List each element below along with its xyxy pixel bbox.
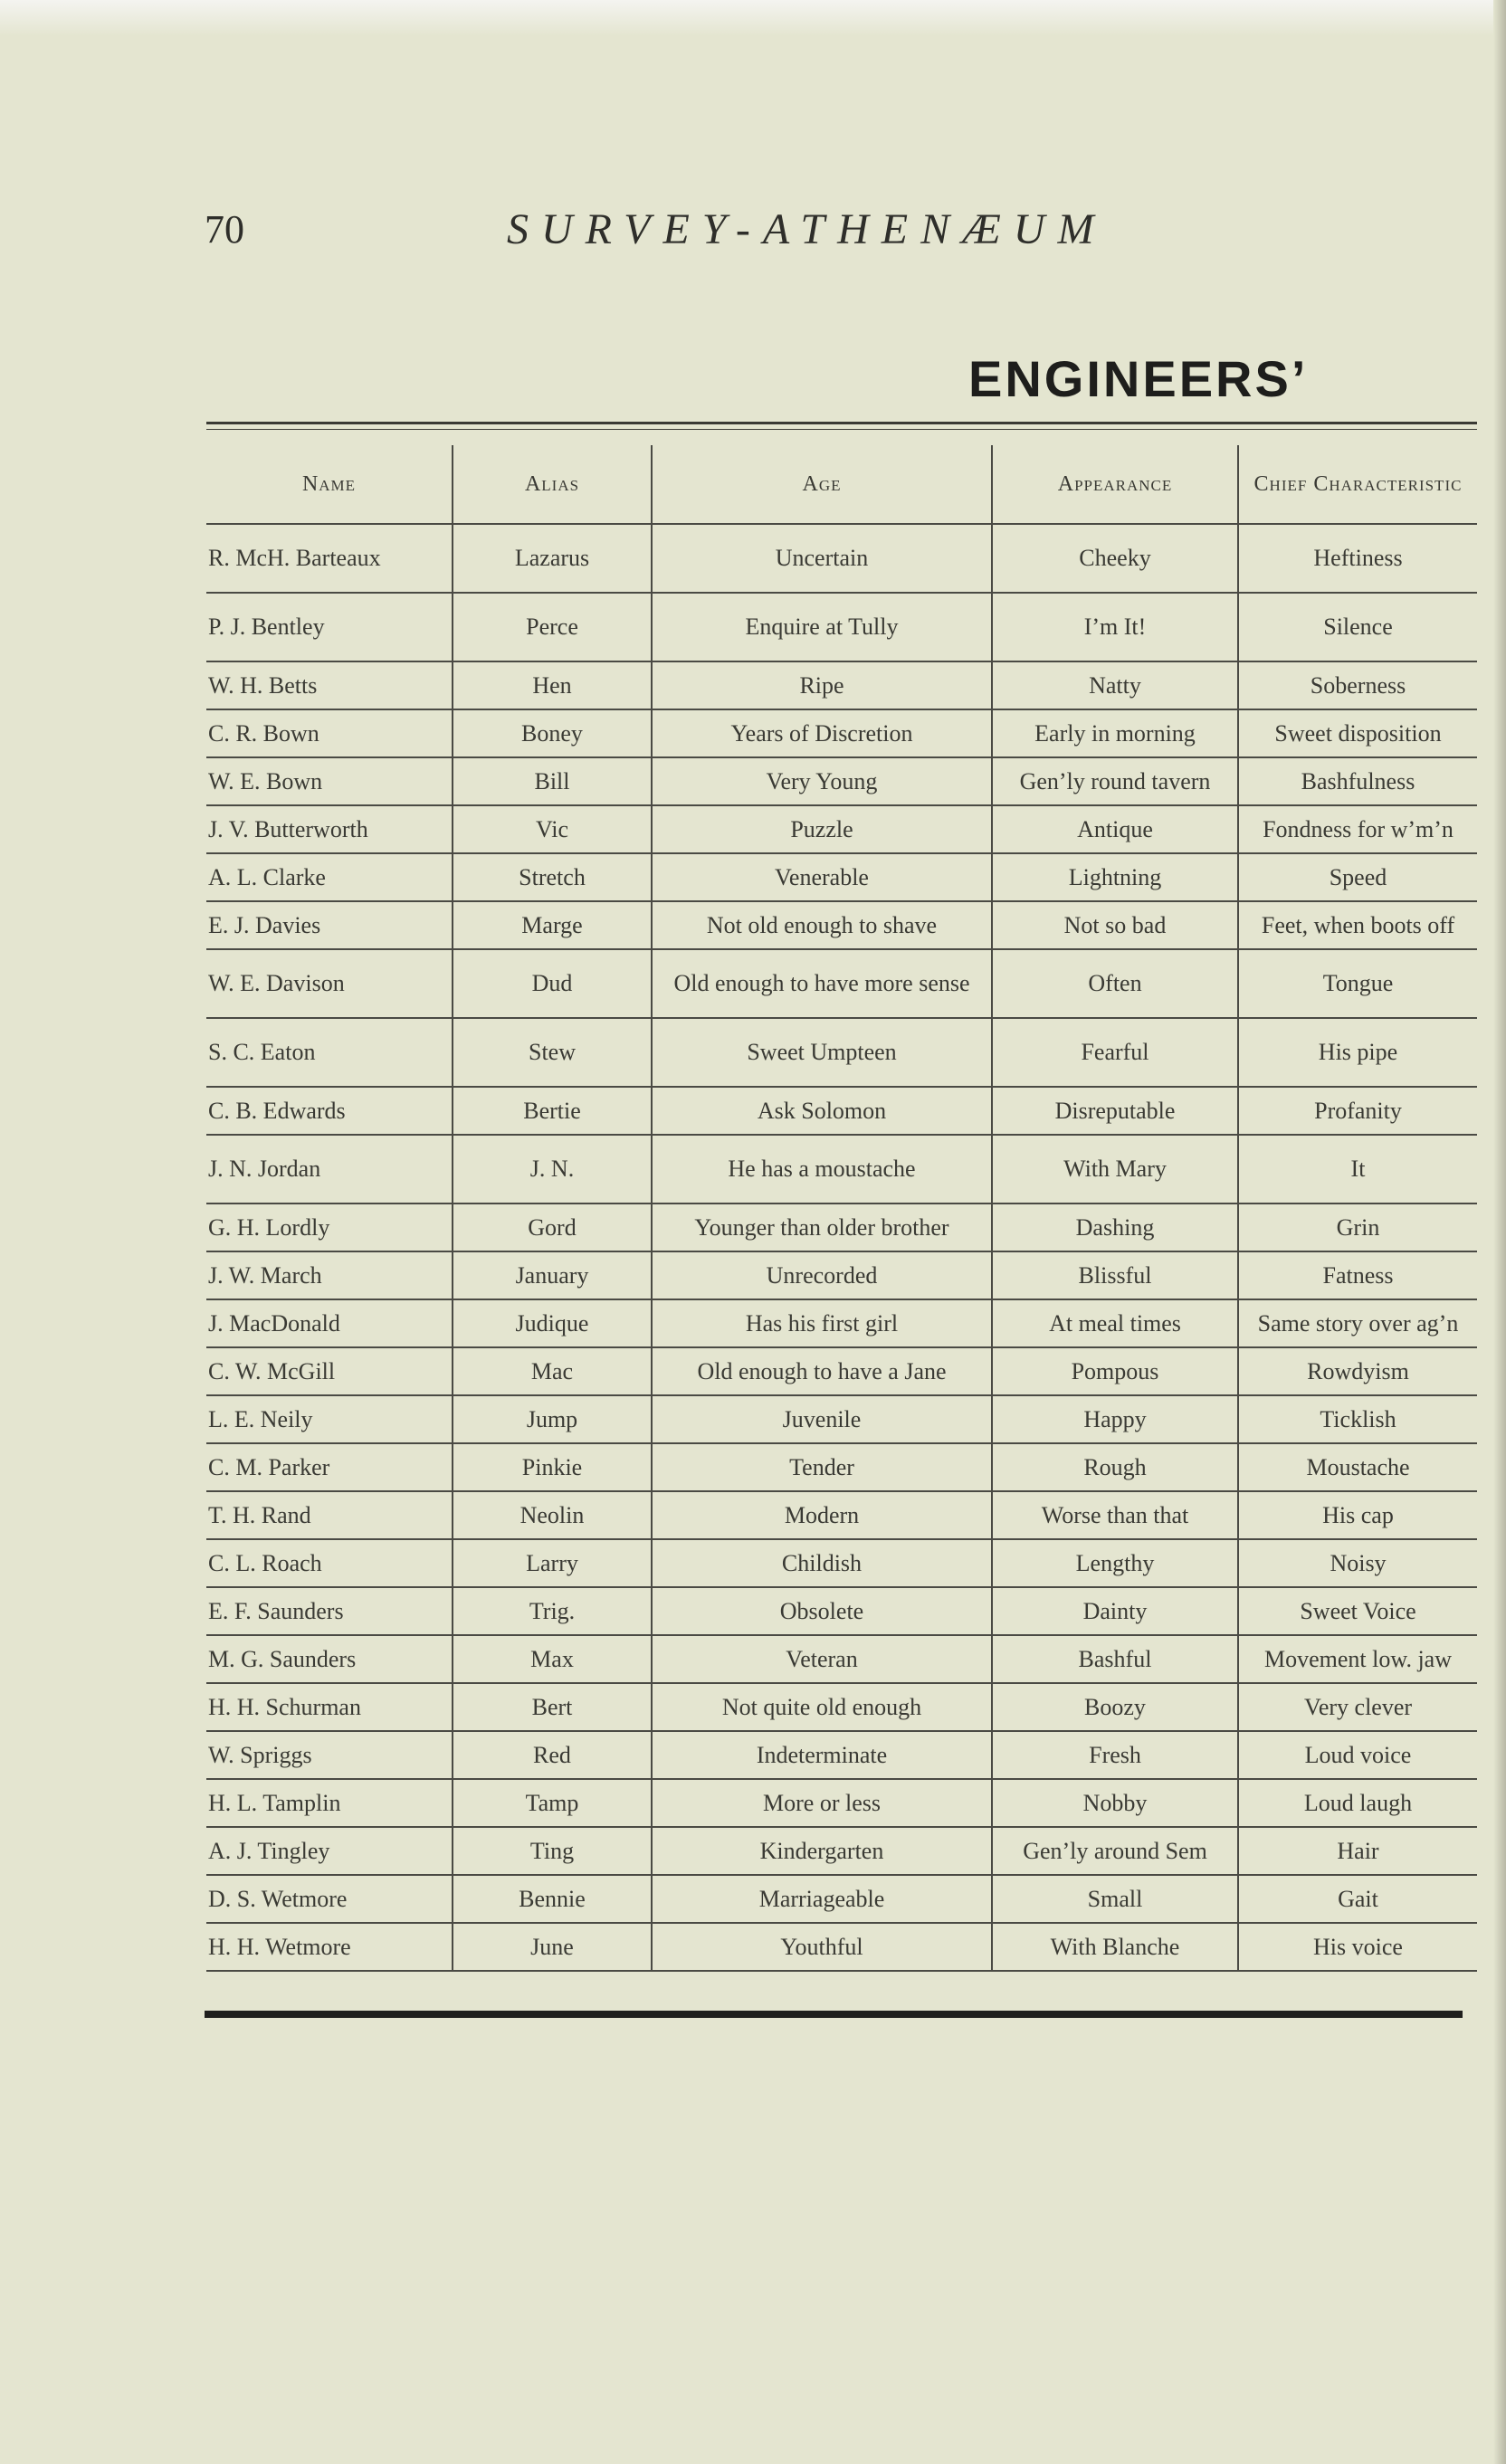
cell-chief-characteristic: Rowdyism xyxy=(1238,1347,1477,1395)
cell-alias: Dud xyxy=(453,949,652,1018)
cell-appearance: I’m It! xyxy=(992,593,1238,661)
cell-name: W. Spriggs xyxy=(206,1731,453,1779)
cell-age: Ask Solomon xyxy=(652,1087,992,1135)
table-bottom-rule xyxy=(205,2011,1463,2018)
page-number: 70 xyxy=(205,207,244,252)
cell-age: He has a moustache xyxy=(652,1135,992,1203)
table-top-rule-thin xyxy=(206,429,1477,430)
cell-chief-characteristic: Tongue xyxy=(1238,949,1477,1018)
cell-alias: Pinkie xyxy=(453,1443,652,1491)
cell-name: R. McH. Barteaux xyxy=(206,524,453,593)
table-row xyxy=(206,1135,1477,1203)
cell-age: Veteran xyxy=(652,1635,992,1683)
cell-chief-characteristic: Fatness xyxy=(1238,1251,1477,1299)
cell-age: Uncertain xyxy=(652,524,992,593)
cell-chief-characteristic: Speed xyxy=(1238,853,1477,901)
cell-age: Puzzle xyxy=(652,805,992,853)
table-row xyxy=(206,524,1477,593)
cell-alias: Neolin xyxy=(453,1491,652,1539)
cell-chief-characteristic: Movement low. jaw xyxy=(1238,1635,1477,1683)
table-row xyxy=(206,805,1477,853)
cell-chief-characteristic: Fondness for w’m’n xyxy=(1238,805,1477,853)
cell-appearance: At meal times xyxy=(992,1299,1238,1347)
table-row xyxy=(206,1018,1477,1087)
cell-name: H. L. Tamplin xyxy=(206,1779,453,1827)
table-row xyxy=(206,1731,1477,1779)
table-row xyxy=(206,709,1477,757)
cell-appearance: Gen’ly around Sem xyxy=(992,1827,1238,1875)
cell-chief-characteristic: Soberness xyxy=(1238,661,1477,709)
cell-age: Years of Discretion xyxy=(652,709,992,757)
cell-age: Obsolete xyxy=(652,1587,992,1635)
cell-age: Youthful xyxy=(652,1923,992,1971)
cell-appearance: Fearful xyxy=(992,1018,1238,1087)
cell-age: Enquire at Tully xyxy=(652,593,992,661)
cell-age: Younger than older brother xyxy=(652,1203,992,1251)
table-row xyxy=(206,1443,1477,1491)
table-row xyxy=(206,1635,1477,1683)
header-age: Age xyxy=(652,445,992,524)
table-row xyxy=(206,1491,1477,1539)
cell-age: Venerable xyxy=(652,853,992,901)
table-row xyxy=(206,757,1477,805)
cell-alias: Lazarus xyxy=(453,524,652,593)
table-body xyxy=(206,524,1477,1971)
cell-chief-characteristic: His cap xyxy=(1238,1491,1477,1539)
cell-chief-characteristic: His pipe xyxy=(1238,1018,1477,1087)
cell-appearance: Pompous xyxy=(992,1347,1238,1395)
cell-chief-characteristic: Bashfulness xyxy=(1238,757,1477,805)
table-row xyxy=(206,1203,1477,1251)
cell-name: J. N. Jordan xyxy=(206,1135,453,1203)
section-title: ENGINEERS’ xyxy=(968,350,1309,407)
cell-appearance: Bashful xyxy=(992,1635,1238,1683)
table-row xyxy=(206,949,1477,1018)
cell-alias: Bertie xyxy=(453,1087,652,1135)
cell-appearance: Blissful xyxy=(992,1251,1238,1299)
cell-age: Sweet Umpteen xyxy=(652,1018,992,1087)
cell-chief-characteristic: It xyxy=(1238,1135,1477,1203)
table-row xyxy=(206,661,1477,709)
table-row xyxy=(206,901,1477,949)
cell-alias: Stew xyxy=(453,1018,652,1087)
cell-name: C. R. Bown xyxy=(206,709,453,757)
cell-name: A. J. Tingley xyxy=(206,1827,453,1875)
table-row xyxy=(206,1779,1477,1827)
cell-chief-characteristic: Gait xyxy=(1238,1875,1477,1923)
table-header-row xyxy=(206,445,1477,524)
cell-name: E. J. Davies xyxy=(206,901,453,949)
cell-appearance: Cheeky xyxy=(992,524,1238,593)
cell-age: Very Young xyxy=(652,757,992,805)
cell-chief-characteristic: Silence xyxy=(1238,593,1477,661)
cell-age: Juvenile xyxy=(652,1395,992,1443)
cell-alias: Mac xyxy=(453,1347,652,1395)
cell-name: S. C. Eaton xyxy=(206,1018,453,1087)
table-row xyxy=(206,1539,1477,1587)
cell-name: J. W. March xyxy=(206,1251,453,1299)
cell-alias: Ting xyxy=(453,1827,652,1875)
cell-appearance: Lightning xyxy=(992,853,1238,901)
cell-name: C. L. Roach xyxy=(206,1539,453,1587)
cell-appearance: Disreputable xyxy=(992,1087,1238,1135)
cell-appearance: Often xyxy=(992,949,1238,1018)
table-row xyxy=(206,1875,1477,1923)
cell-age: Has his first girl xyxy=(652,1299,992,1347)
cell-name: L. E. Neily xyxy=(206,1395,453,1443)
cell-age: More or less xyxy=(652,1779,992,1827)
cell-chief-characteristic: Sweet Voice xyxy=(1238,1587,1477,1635)
table-row xyxy=(206,1087,1477,1135)
cell-alias: Boney xyxy=(453,709,652,757)
cell-age: Old enough to have a Jane xyxy=(652,1347,992,1395)
cell-chief-characteristic: Noisy xyxy=(1238,1539,1477,1587)
cell-alias: Hen xyxy=(453,661,652,709)
table-row xyxy=(206,1299,1477,1347)
cell-alias: January xyxy=(453,1251,652,1299)
header-appearance: Appearance xyxy=(992,445,1238,524)
table-row xyxy=(206,1587,1477,1635)
cell-appearance: Happy xyxy=(992,1395,1238,1443)
cell-name: M. G. Saunders xyxy=(206,1635,453,1683)
cell-alias: Perce xyxy=(453,593,652,661)
cell-name: C. W. McGill xyxy=(206,1347,453,1395)
cell-appearance: Lengthy xyxy=(992,1539,1238,1587)
cell-name: T. H. Rand xyxy=(206,1491,453,1539)
cell-appearance: Boozy xyxy=(992,1683,1238,1731)
cell-alias: Stretch xyxy=(453,853,652,901)
cell-name: J. MacDonald xyxy=(206,1299,453,1347)
cell-name: C. B. Edwards xyxy=(206,1087,453,1135)
cell-appearance: Natty xyxy=(992,661,1238,709)
cell-alias: Max xyxy=(453,1635,652,1683)
cell-age: Indeterminate xyxy=(652,1731,992,1779)
cell-age: Modern xyxy=(652,1491,992,1539)
table-row xyxy=(206,1395,1477,1443)
cell-appearance: Early in morning xyxy=(992,709,1238,757)
cell-chief-characteristic: Loud laugh xyxy=(1238,1779,1477,1827)
cell-alias: Marge xyxy=(453,901,652,949)
cell-alias: Bert xyxy=(453,1683,652,1731)
cell-appearance: Fresh xyxy=(992,1731,1238,1779)
cell-alias: Red xyxy=(453,1731,652,1779)
cell-age: Tender xyxy=(652,1443,992,1491)
cell-alias: Jump xyxy=(453,1395,652,1443)
cell-alias: Gord xyxy=(453,1203,652,1251)
cell-chief-characteristic: Profanity xyxy=(1238,1087,1477,1135)
cell-chief-characteristic: Ticklish xyxy=(1238,1395,1477,1443)
cell-alias: Judique xyxy=(453,1299,652,1347)
cell-name: W. H. Betts xyxy=(206,661,453,709)
cell-name: H. H. Schurman xyxy=(206,1683,453,1731)
paper-edge xyxy=(0,0,1506,36)
cell-age: Kindergarten xyxy=(652,1827,992,1875)
cell-chief-characteristic: Hair xyxy=(1238,1827,1477,1875)
cell-name: C. M. Parker xyxy=(206,1443,453,1491)
table-row xyxy=(206,1251,1477,1299)
cell-appearance: Dashing xyxy=(992,1203,1238,1251)
cell-age: Childish xyxy=(652,1539,992,1587)
cell-name: A. L. Clarke xyxy=(206,853,453,901)
cell-appearance: Gen’ly round tavern xyxy=(992,757,1238,805)
cell-appearance: Not so bad xyxy=(992,901,1238,949)
cell-alias: Larry xyxy=(453,1539,652,1587)
cell-appearance: With Blanche xyxy=(992,1923,1238,1971)
cell-name: H. H. Wetmore xyxy=(206,1923,453,1971)
cell-appearance: Antique xyxy=(992,805,1238,853)
cell-name: J. V. Butterworth xyxy=(206,805,453,853)
table-row xyxy=(206,1923,1477,1971)
cell-appearance: Small xyxy=(992,1875,1238,1923)
cell-chief-characteristic: Loud voice xyxy=(1238,1731,1477,1779)
cell-age: Old enough to have more sense xyxy=(652,949,992,1018)
cell-chief-characteristic: His voice xyxy=(1238,1923,1477,1971)
header-name: Name xyxy=(206,445,453,524)
cell-appearance: Rough xyxy=(992,1443,1238,1491)
cell-age: Unrecorded xyxy=(652,1251,992,1299)
cell-age: Ripe xyxy=(652,661,992,709)
cell-alias: June xyxy=(453,1923,652,1971)
table-top-rule xyxy=(206,422,1477,424)
cell-name: G. H. Lordly xyxy=(206,1203,453,1251)
page-shadow xyxy=(1493,0,1506,2464)
cell-chief-characteristic: Same story over ag’n xyxy=(1238,1299,1477,1347)
table-row xyxy=(206,1683,1477,1731)
cell-name: W. E. Davison xyxy=(206,949,453,1018)
running-head: SURVEY-ATHENÆUM xyxy=(507,205,1107,253)
table-row xyxy=(206,1347,1477,1395)
cell-appearance: Worse than that xyxy=(992,1491,1238,1539)
table-row xyxy=(206,853,1477,901)
cell-chief-characteristic: Grin xyxy=(1238,1203,1477,1251)
header-chief-characteristic: Chief Characteristic xyxy=(1238,445,1477,524)
cell-chief-characteristic: Moustache xyxy=(1238,1443,1477,1491)
cell-alias: Vic xyxy=(453,805,652,853)
cell-name: E. F. Saunders xyxy=(206,1587,453,1635)
cell-age: Marriageable xyxy=(652,1875,992,1923)
cell-alias: Bill xyxy=(453,757,652,805)
cell-name: P. J. Bentley xyxy=(206,593,453,661)
cell-appearance: Nobby xyxy=(992,1779,1238,1827)
cell-name: W. E. Bown xyxy=(206,757,453,805)
cell-name: D. S. Wetmore xyxy=(206,1875,453,1923)
cell-appearance: With Mary xyxy=(992,1135,1238,1203)
cell-chief-characteristic: Feet, when boots off xyxy=(1238,901,1477,949)
cell-age: Not old enough to shave xyxy=(652,901,992,949)
cell-chief-characteristic: Very clever xyxy=(1238,1683,1477,1731)
cell-alias: Tamp xyxy=(453,1779,652,1827)
cell-alias: Bennie xyxy=(453,1875,652,1923)
table-row xyxy=(206,593,1477,661)
table-row xyxy=(206,1827,1477,1875)
cell-chief-characteristic: Heftiness xyxy=(1238,524,1477,593)
cell-chief-characteristic: Sweet disposition xyxy=(1238,709,1477,757)
cell-appearance: Dainty xyxy=(992,1587,1238,1635)
cell-age: Not quite old enough xyxy=(652,1683,992,1731)
cell-alias: J. N. xyxy=(453,1135,652,1203)
header-alias: Alias xyxy=(453,445,652,524)
engineers-table xyxy=(206,445,1477,1972)
cell-alias: Trig. xyxy=(453,1587,652,1635)
